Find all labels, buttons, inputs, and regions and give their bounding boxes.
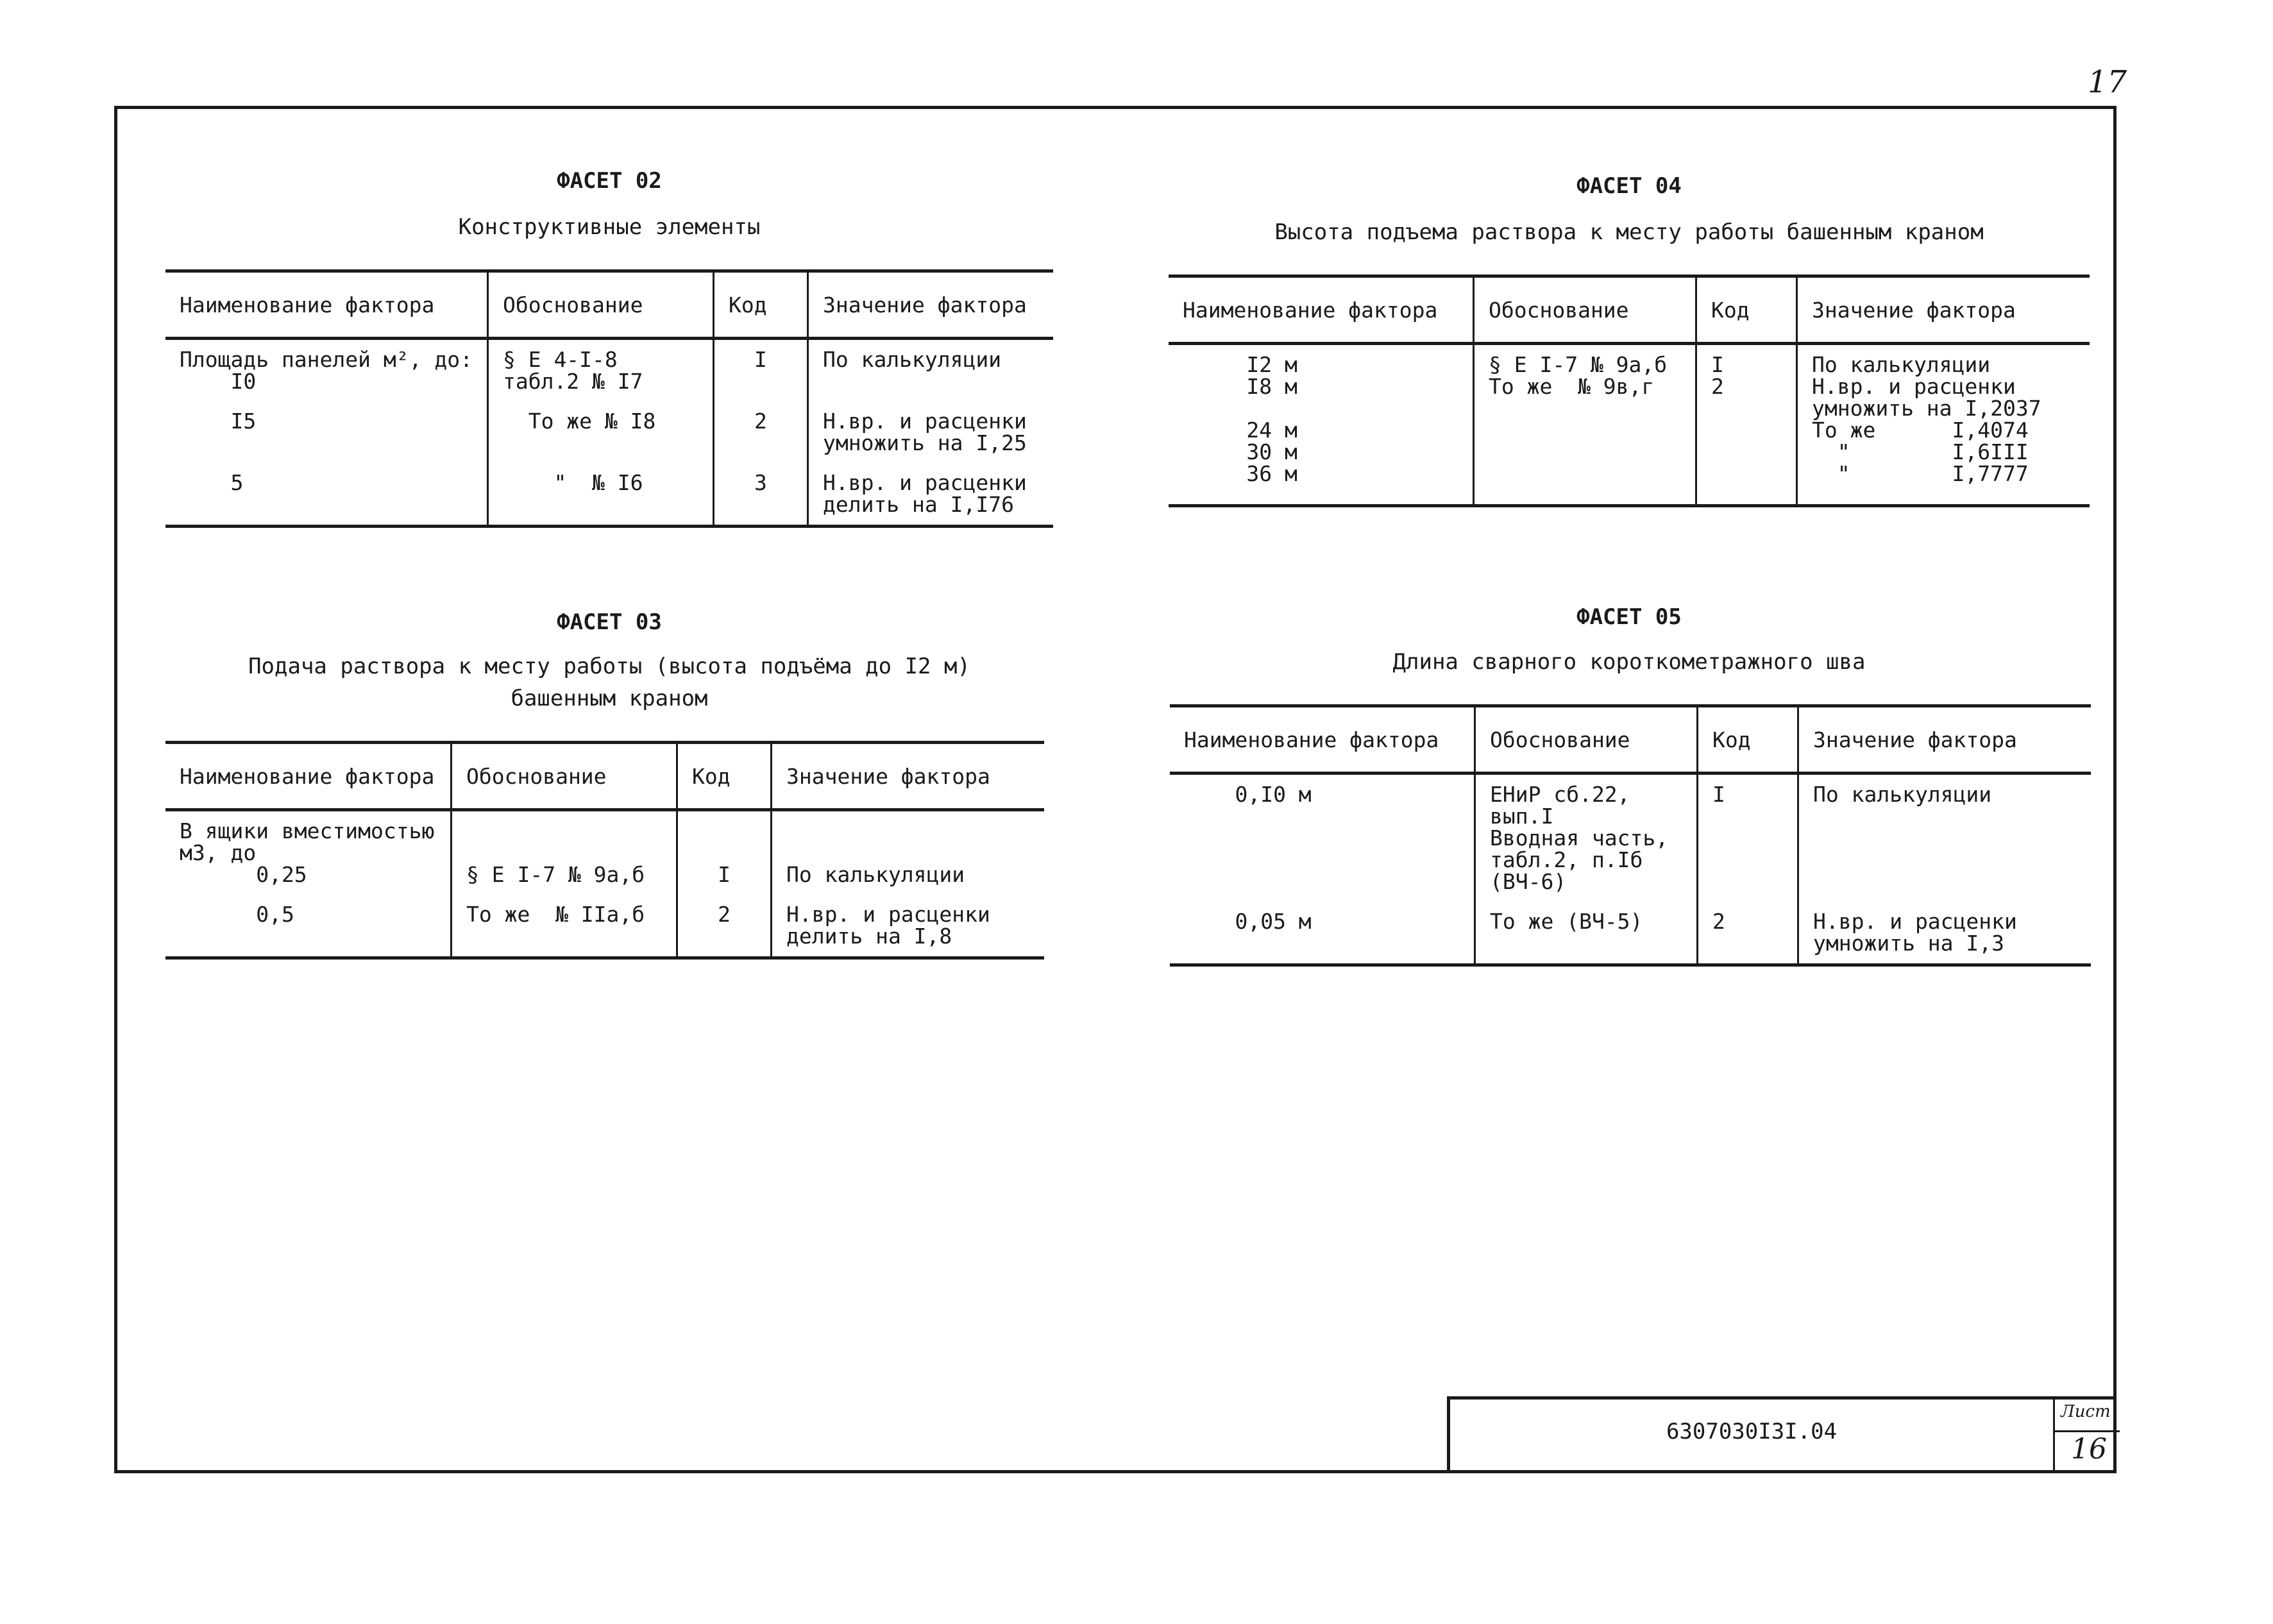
cell-code: 3: [713, 463, 807, 527]
header-factor: Наименование фактора: [1169, 276, 1474, 344]
facet02-title: ФАСЕТ 02: [557, 168, 662, 194]
facet04-table: [1169, 275, 2090, 507]
header-factor: Наименование фактора: [165, 743, 452, 810]
cell-factor: В ящики вместимостью м3, до 0,25: [180, 818, 435, 887]
table-row: [1169, 344, 2090, 506]
cell-basis: То же № IIа,б: [452, 895, 677, 958]
cell-factor: 0,I0 м: [1184, 782, 1312, 807]
page-number: 17: [2088, 64, 2127, 100]
table-row: [165, 402, 1053, 463]
cell-value: По калькуляции: [1798, 774, 2091, 902]
table-row: [165, 810, 1044, 895]
header-value: Значение фактора: [1798, 706, 2091, 774]
cell-code: I: [677, 810, 772, 895]
cell-value: По калькуляции Н.вр. и расценки умножить на I,2037 То же I,4074 " I,6III " I,7777: [1797, 344, 2090, 506]
header-factor: Наименование фактора: [165, 271, 487, 339]
facet04-subtitle: Высота подъема раствора к месту работы башенным краном: [1274, 219, 1984, 245]
document-code: 6307030I3I.04: [1666, 1419, 1838, 1444]
cell-factor: 0,5: [165, 895, 452, 958]
facet03-title: ФАСЕТ 03: [557, 609, 662, 635]
cell-factor: Площадь панелей м², до: I0: [180, 347, 473, 394]
facet03-table: [165, 741, 1044, 960]
header-code: Код: [677, 743, 772, 810]
cell-code: 2: [713, 402, 807, 463]
cell-basis: § Е 4-I-8 табл.2 № I7: [487, 339, 713, 402]
stamp-divider-horizontal: [2055, 1430, 2120, 1432]
sheet-label: Лист: [2061, 1402, 2111, 1421]
table-row: [165, 339, 1053, 402]
header-code: Код: [1698, 706, 1798, 774]
cell-factor: 5: [165, 463, 487, 527]
cell-basis: То же (ВЧ-5): [1475, 902, 1698, 965]
cell-value: Н.вр. и расценки делить на I,I76: [807, 463, 1053, 527]
cell-value: По калькуляции: [772, 810, 1045, 895]
header-basis: Обоснование: [1474, 276, 1696, 344]
table-row: [1170, 774, 2091, 902]
cell-code: 2: [677, 895, 772, 958]
header-value: Значение фактора: [772, 743, 1045, 810]
header-basis: Обоснование: [487, 271, 713, 339]
cell-value: Н.вр. и расценки умножить на I,3: [1798, 902, 2091, 965]
header-factor: Наименование фактора: [1170, 706, 1475, 774]
header-basis: Обоснование: [1475, 706, 1698, 774]
cell-code: I: [1698, 774, 1798, 902]
header-value: Значение фактора: [1797, 276, 2090, 344]
table-row: [1170, 902, 2091, 965]
cell-value: По калькуляции: [807, 339, 1053, 402]
cell-factor: 0,05 м: [1170, 902, 1475, 965]
cell-code: I: [713, 339, 807, 402]
table-row: [165, 895, 1044, 958]
facet05-subtitle: Длина сварного короткометражного шва: [1392, 649, 1866, 675]
cell-basis: § Е I-7 № 9а,б: [452, 810, 677, 895]
table-row: [165, 463, 1053, 527]
cell-value: Н.вр. и расценки делить на I,8: [772, 895, 1045, 958]
cell-code: 2: [1698, 902, 1798, 965]
cell-basis: " № I6: [487, 463, 713, 527]
title-block: [1447, 1396, 2117, 1473]
cell-basis: § Е I-7 № 9а,б То же № 9в,г: [1474, 344, 1696, 506]
facet03-subtitle: Подача раствора к месту работы (высота подъёма до I2 м): [248, 654, 970, 679]
cell-basis: ЕНиР сб.22, вып.I Вводная часть, табл.2, п.Iб (ВЧ-6): [1475, 774, 1698, 902]
facet04-title: ФАСЕТ 04: [1576, 173, 1682, 199]
facet02-table: [165, 269, 1053, 528]
facet03-subtitle-line2: башенным краном: [511, 686, 708, 711]
header-value: Значение фактора: [807, 271, 1053, 339]
header-code: Код: [713, 271, 807, 339]
stamp-divider: [2053, 1400, 2055, 1473]
cell-factor: I5: [180, 409, 257, 434]
sheet-number: 16: [2071, 1433, 2107, 1466]
facet05-table: [1170, 704, 2091, 967]
cell-factor: I2 м I8 м 24 м 30 м 36 м: [1169, 344, 1474, 506]
facet02-subtitle: Конструктивные элементы: [458, 214, 761, 240]
header-basis: Обоснование: [452, 743, 677, 810]
cell-basis: То же № I8: [487, 402, 713, 463]
header-code: Код: [1696, 276, 1797, 344]
facet05-title: ФАСЕТ 05: [1576, 604, 1682, 630]
cell-value: Н.вр. и расценки умножить на I,25: [807, 402, 1053, 463]
cell-code: I 2: [1696, 344, 1797, 506]
